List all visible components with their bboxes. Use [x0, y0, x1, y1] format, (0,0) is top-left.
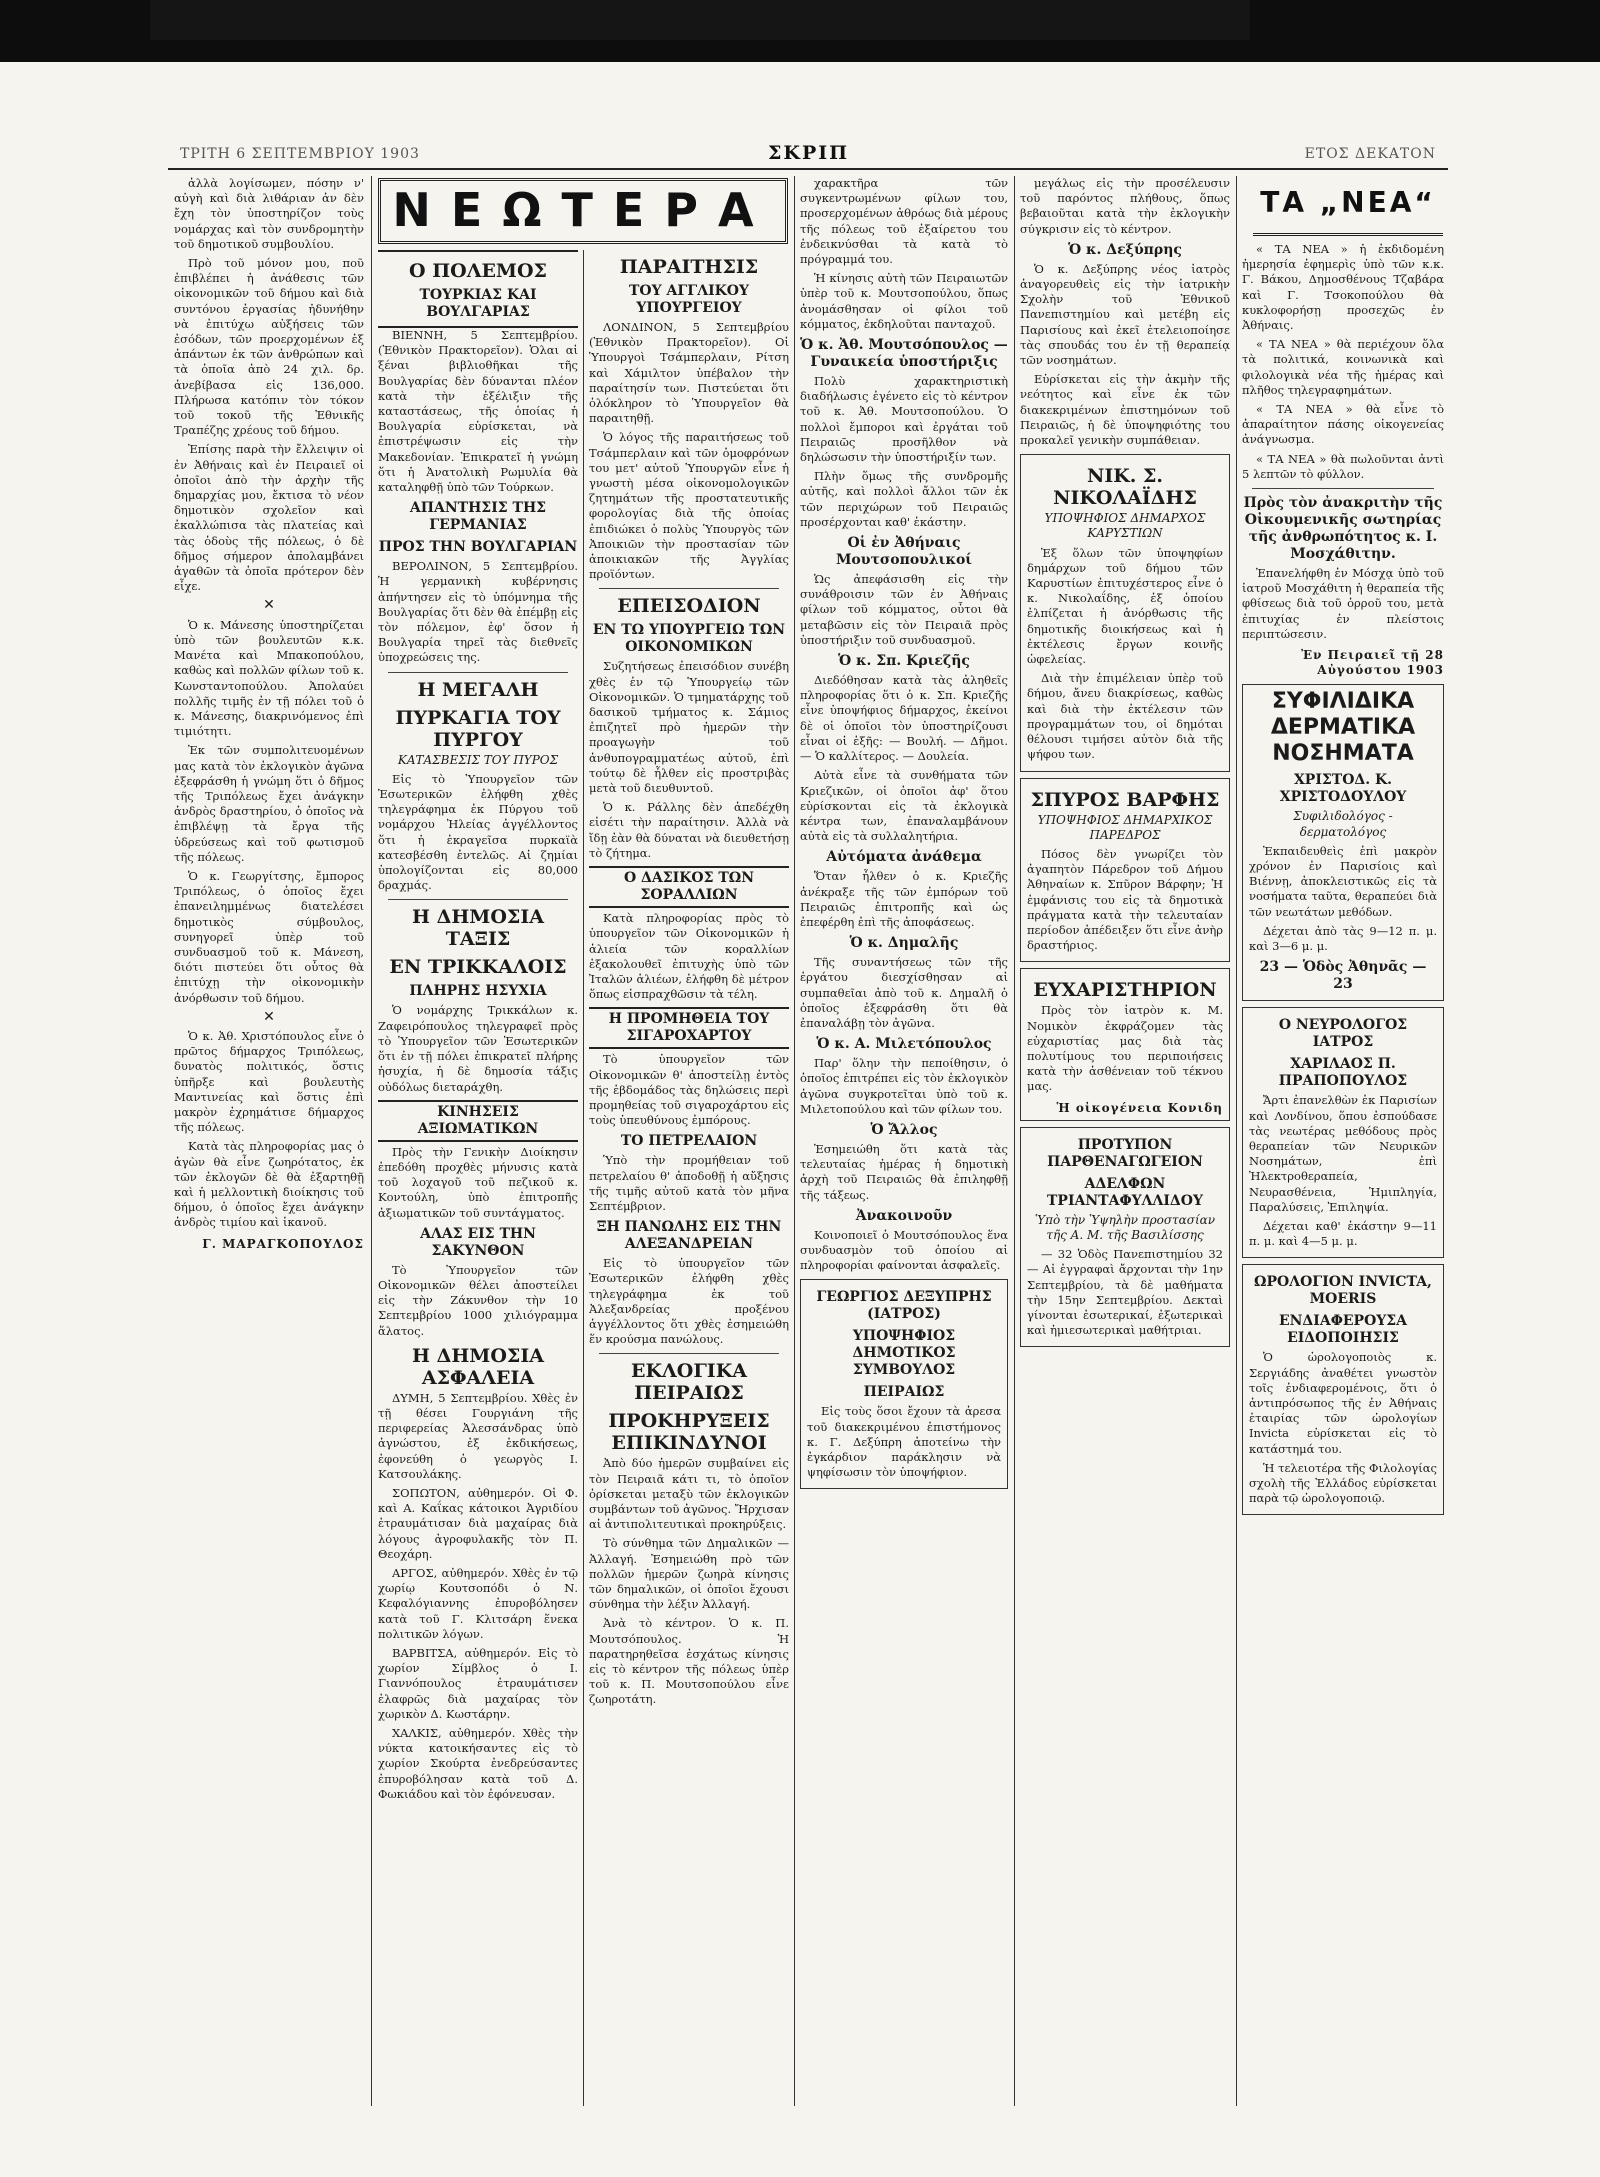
col3-para: Ἀπὸ δύο ἡμερῶν συμβαίνει εἰς τὸν Πειραιᾶ κάτι τι, τὸ ὁποῖον ὁρίσκεται μεταξὺ τῶν ἐκλογικῶν συμβάντων τοῦ ἀγῶνος. Ἤρχισαν αἱ ἀντιπολιτευτικαὶ προκηρύξεις. [589, 1456, 789, 1532]
headline: Ο ΠΟΛΕΜΟΣ [409, 260, 547, 282]
headline: Ὁ κ. Δημαλῆς [849, 935, 959, 952]
col3-para: Ὁ λόγος τῆς παραιτήσεως τοῦ Τσάμπερλαιν καὶ τῶν ὁμοφρόνων του μετ' αὐτοῦ Ὑπουργῶν εἶνε ἡ γνωστὴ μέσα οἰκονομολογικῶν ζητημάτων τῆς προστατευτικῆς φορολογίας διὰ τῆς ὁποίας ἐπιδιώκει ὁ πολὺς Ὑπουργὸς τῶν Ἀποικιῶν τὴν προστασίαν τῶν ἀποικιακῶν τῆς Ἀγγλίας προϊόντων. [589, 430, 789, 582]
col5-para: Ὁ κ. Δεξύπρης νέος ἰατρὸς ἀναγορευθεὶς εἰς τὴν ἰατρικὴν Σχολὴν τοῦ Ἐθνικοῦ Πανεπιστημίου καὶ μετέβη εἰς Παρισίους καὶ ἐκεῖ ἐτελειοποίησε τὰς σπουδάς του ἐν τῇ θεραπείᾳ τῶν νοσημάτων. [1020, 261, 1230, 368]
column-2 [378, 250, 578, 2106]
col2-para: Ὁ νομάρχης Τρικκάλων κ. Ζαφειρόπουλος τηλεγραφεῖ πρὸς τὸ Ὑπουργεῖον τῶν Ἐσωτερικῶν ὅτι ἐν τῇ πόλει ἐπικρατεῖ πλήρης ἡσυχία, ἡ δὲ δημοσία τάξις οὐδόλως διεταράχθη. [378, 1003, 578, 1094]
col6-para: « ΤΑ ΝΕΑ » θὰ πωλοῦνται ἀντὶ 5 λεπτῶν τὸ φύλλον. [1242, 451, 1444, 481]
col3-para: Εἰς τὸ ὑπουργεῖον τῶν Ἐσωτερικῶν ἐλήφθη χθὲς τηλεγράφημα ἐκ τοῦ Ἀλεξανδρείας προξένου ἀγγέλλοντος ὅτι χθὲς ἐσημειώθη ἕν κρούσμα πανώλους. [589, 1256, 789, 1347]
col6-dateline: Ἐν Πειραιεῖ τῇ 28 Αὐγούστου 1903 [1301, 648, 1444, 678]
advertisement-neurologist [1242, 1007, 1444, 1258]
ad-patronage: Ὑπὸ τὴν Ὑψηλὴν προστασίαν τῆς Α. Μ. τῆς Βασιλίσσης [1034, 1212, 1216, 1242]
column-rule [583, 250, 584, 2106]
col4-para: Διεδόθησαν κατὰ τὰς ἀληθεῖς πληροφορίας ὅτι ὁ κ. Σπ. Κριεζῆς εἶνε ὑποψήφιος δήμαρχος, ἐκείνοι δὲ οἱ ὁποῖοι τὸν ὑποστηρίζουσι εἶναι οἱ ἑξῆς: — Βουλή. — Δῆμοι. — Ὁ καλλίτερος. — Δουλεία. [800, 673, 1008, 764]
col1-para: Πρὸ τοῦ μόνον μου, ποῦ ἐπιβλέπει ἡ ἀνάθεσις τῶν οἰκονομικῶν τοῦ δήμου καὶ διὰ συντόνου ἐργασίας ἠδυνήθην νὰ ἐπιτύχω αὐξήσεις τῶν ἐσόδων, τῶν προερχομένων ἐξ ἀπάντων ἐκ τῶν ἀνθρώπων καὶ τὰ ὁποῖα ἀπὸ 24 χιλ. δρ. ἀνεβίβασα εἰς 136,000. Πλήρωσα κατόπιν τὸν τόκον τοῦ τοκοῦ τῆς Ἐθνικῆς Τραπέζης χρέους τοῦ δήμου. [174, 256, 364, 438]
headline-box [378, 250, 578, 328]
advertisement-nikolaidis [1020, 454, 1230, 771]
ad-subtitle: ΥΠΟΨΗΦΙΟΣ ΔΗΜΑΡΧΙΚΟΣ ΠΑΡΕΔΡΟΣ [1037, 812, 1213, 842]
divider [599, 588, 779, 589]
col6-para: « ΤΑ ΝΕΑ » ἡ ἐκδιδομένη ἡμερησία ἐφημερὶς ὑπὸ τῶν κ.κ. Γ. Βάκου, Δημοσθένους Τζαβάρα καὶ Γ. Τσοκοπούλου θὰ κυκλοφορήσῃ προσεχῶς ἐν Ἀθήναις. [1242, 242, 1444, 333]
col1-para: Ὁ κ. Ἀθ. Χριστόπουλος εἶνε ὁ πρῶτος δήμαρχος Τριπόλεως, δυνατὸς πολιτικός, ὅστις ὑπῆρξε καὶ βουλευτὴς Μαντινείας καὶ ὅστις ἐπὶ μακρὸν ἐχρημάτισε δήμαρχος τῆς πόλεως. [174, 1028, 364, 1135]
col4-para: Ὅταν ἦλθεν ὁ κ. Κριεζῆς ἀνέκραξε τῆς τῶν ἐμπόρων τοῦ Πειραιῶς ἐπιτροπῆς καὶ ὡς ἐπεφέρθη ἐπὶ τῆς ἀποφάσεως. [800, 869, 1008, 929]
ad-title: ΔΕΡΜΑΤΙΚΑ [1270, 715, 1416, 741]
headline: Ὁ κ. Ἀθ. Μουτσόπουλος — Γυναικεία ὑποστήριξις [800, 337, 1008, 371]
col4-para: Παρ' ὅλην τὴν πεποίθησιν, ὁ ὁποῖος ἐπιτρέπει εἰς τὸν ἐκλογικὸν ἀγῶνα συγκροτεῖται ὑπὸ τοῦ κ. Μιλετοπούλου καὶ τῶν φίλων του. [800, 1056, 1008, 1116]
ad-body: Διὰ τὴν ἐπιμέλειαν ὑπὲρ τοῦ δήμου, ἄνευ διακρίσεως, καθὼς καὶ διὰ τὴν ἐκτέλεσιν τῶν προγραμμάτων του, οἱ δημόται θέλουσι τιμήσει αὐτὸν διὰ τῆς ψήφου των. [1027, 671, 1223, 762]
subheadline: ΕΝ ΤΡΙΚΚΑΛΟΙΣ [389, 956, 567, 979]
ad-body: Ὁ ὡρολογοποιὸς κ. Σεργιάδης ἀναθέτει γνωστὸν τοῖς ἐνδιαφερομένοις, ὅτι ὁ ἀντιπρόσωπος τῆς ἐν Ἀθήναις ἑταιρίας τῶν ὡρολογίων Invicta εὑρίσκεται εἰς τὸ κατάστημά του. [1249, 1350, 1437, 1456]
col3-para: Κατὰ πληροφορίας πρὸς τὸ ὑπουργεῖον τῶν Οἰκονομικῶν ἡ ἁλιεία τῶν κοραλλίων ἐξακολουθεῖ ἐπιτυχὴς ὑπὸ τῶν Ἰταλῶν ἁλιέων, ἐλήφθη δὲ μέτρον ὅπως εἰσπραχθῶσιν τὰ τέλη. [589, 911, 789, 1002]
ad-title: ΩΡΟΛΟΓΙΟΝ INVICTA, MOERIS [1254, 1274, 1432, 1308]
ad-subtitle: ΕΝΔΙΑΦΕΡΟΥΣΑ ΕΙΔΟΠΟΙΗΣΙΣ [1278, 1313, 1408, 1347]
notice-signature: Ἡ οἰκογένεια Κονιδη [1056, 1100, 1223, 1115]
running-head [168, 142, 1448, 170]
headline: Ο ΔΑΣΙΚΟΣ ΤΩΝ ΣΟΡΑΛΛΙΩΝ [589, 866, 789, 908]
headline: Αὐτόματα ἀνάθεμα [826, 849, 982, 866]
subheadline: ΠΡΟΣ ΤΗΝ ΒΟΥΛΓΑΡΙΑΝ [378, 539, 578, 556]
ad-body: Ἐξ ὅλων τῶν ὑποψηφίων δημάρχων τοῦ δήμου τῶν Καρυστίων ἐπιτυχέστερος εἶνε ὁ κ. Νικολαΐδης, ἐξ ὁποίου ἐλπίζεται ἡ ἀνόρθωσις τῆς δημοτικῆς διοικήσεως καὶ ἡ ἐκτέλεσις ἔργων κοινῆς ὠφελείας. [1027, 545, 1223, 667]
scan-top-border [0, 0, 1600, 62]
col3-para: Ὁ κ. Ράλλης δὲν ἀπεδέχθη εἰσέτι τὴν παραίτησιν. Ἀλλὰ νὰ ἴδῃ ἐὰν θὰ δύναται νὰ διευθετήσῃ τὸ ζήτημα. [589, 800, 789, 860]
col4-para: Ὡς ἀπεφάσισθη εἰς τὴν συνάθροισιν τῶν ἐν Ἀθήναις φίλων τοῦ κόμματος, οὗτοι θὰ μεταβῶσιν εἰς τὸν Πειραιᾶ πρὸς ὑποστήριξιν τοῦ συνδυασμοῦ. [800, 572, 1008, 647]
subheadline: ΤΟΥ ΑΓΓΛΙΚΟΥ ΥΠΟΥΡΓΕΙΟΥ [629, 283, 749, 316]
col3-para: Τὸ σύνθημα τῶν Δημαλικῶν — Ἀλλαγή. Ἐσημειώθη πρὸ τῶν πολλῶν ἡμερῶν ζωηρὰ κίνησις τῶν δημαλικῶν, οἱ ὁποῖοι ἔχουσι σύνθημα τὴν λέξιν Ἀλλαγή. [589, 1536, 789, 1612]
subheadline: ΤΟΥΡΚΙΑΣ ΚΑΙ ΒΟΥΛΓΑΡΙΑΣ [419, 287, 537, 320]
col4-para: Πολὺ χαρακτηριστικὴ διαδήλωσις ἐγένετο εἰς τὸ κέντρον τοῦ κ. Ἀθ. Μουτσοπούλου. Ὁ πολλοὶ ἔμποροι καὶ ἐργάται τοῦ Πειραιῶς προσῆλθον νὰ δηλώσωσιν τὴν ὑποστήριξίν των. [800, 374, 1008, 465]
column-rule [1014, 176, 1015, 2106]
col4-para: Ἐσημειώθη ὅτι κατὰ τὰς τελευταίας ἡμέρας ἡ δημοτικὴ ἀρχὴ τοῦ Πειραιῶς θὰ ἐπιληφθῇ τῆς τάξεως. [800, 1141, 1008, 1202]
ad-body: — 32 Ὁδὸς Πανεπιστημίου 32 — Αἱ ἐγγραφαὶ ἄρχονται τὴν 1ην Σεπτεμβρίου, τὰ δὲ μαθήματα τὴν 15ην Σεπτεμβρίου. Δεκταὶ γίνονται ἐσωτερικαί, ἐξωτερικαὶ καὶ ἡμιεσωτερικαὶ μαθήτριαι. [1027, 1247, 1223, 1338]
col1-para: Ἐκ τῶν συμπολιτευομένων μας κατὰ τὸν ἐκλογικὸν ἀγῶνα ἐξεφράσθη ἡ γνώμη ὅτι ὁ δῆμος τῆς Τριπόλεως ἔχει ἀνάγκην ἀνδρὸς δραστηρίου, ὁ ὁποῖος νὰ ἐπιβλέψῃ τὰ ἔργα τῆς ὑδρεύσεως καὶ τοῦ φωτισμοῦ τῆς πόλεως. [174, 743, 364, 864]
headline: Η ΜΕΓΑΛΗ [417, 678, 539, 701]
ad-title: ΓΕΩΡΓΙΟΣ ΔΕΞΥΠΡΗΣ (ΙΑΤΡΟΣ) [816, 1289, 992, 1323]
divider [1252, 488, 1434, 489]
column-6 [1242, 242, 1444, 2106]
headline: Ὁ κ. Α. Μιλετόπουλος [816, 1036, 992, 1053]
col3-para: Τὸ ὑπουργεῖον τῶν Οἰκονομικῶν θ' ἀποστείλῃ ἐντὸς τῆς ἑβδομάδος τὰς δηλώσεις περὶ προμηθείας τοῦ σιγαροχάρτου εἰς τοὺς ὑπευθύνους ἐμπόρους. [589, 1052, 789, 1128]
ad-title: ΝΟΣΗΜΑΤΑ [1272, 741, 1414, 767]
headline: ΚΙΝΗΣΕΙΣ ΑΞΙΩΜΑΤΙΚΩΝ [378, 1100, 578, 1142]
col1-para: Κατὰ τὰς πληροφορίας μας ὁ ἀγὼν θὰ εἶνε ζωηρότατος, ἐκ τῶν ἐκλογῶν δὲ θὰ ἐξαρτηθῇ καὶ ἡ μελλοντικὴ διοίκησις τοῦ δήμου, ὁ ὁποῖος ἔχει ἀνάγκην ἀνδρὸς τιμίου καὶ ἱκανοῦ. [174, 1139, 364, 1230]
ad-subtitle: ΥΠΟΨΗΦΙΟΣ ΔΗΜΑΡΧΟΣ ΚΑΡΥΣΤΙΩΝ [1044, 511, 1206, 541]
subheadline: ΕΝ ΤΩ ΥΠΟΥΡΓΕΙΩ ΤΩΝ ΟΙΚΟΝΟΜΙΚΩΝ [592, 622, 786, 656]
column-3 [589, 250, 789, 2106]
divider [388, 672, 568, 673]
advertisement-varfis [1020, 778, 1230, 963]
col2-para: Πρὸς τὴν Γενικὴν Διοίκησιν ἐπεδόθη προχθὲς μήνυσις κατὰ τοῦ λοχαγοῦ τοῦ πεζικοῦ κ. Κοντούλη, ὑπὸ ἐπιτροπῆς ἀξιωματικῶν τοῦ συντάγματος. [378, 1144, 578, 1220]
col4-para: Πλὴν ὅμως τῆς συνδρομῆς αὐτῆς, καὶ πολλοὶ ἄλλοι τῶν ἐκ τῶν περιχώρων τοῦ Πειραιῶς προσέρχονται καθ' ἑκάστην. [800, 469, 1008, 529]
col3-para: Ὑπὸ τὴν προμήθειαν τοῦ πετρελαίου θ' ἀποδοθῇ ἡ αὔξησις τῆς τιμῆς αὐτοῦ κατὰ τὸν μῆνα Σεπτέμβριον. [589, 1153, 789, 1213]
col2-para: ΑΡΓΟΣ, αὐθημερόν. Χθὲς ἐν τῷ χωρίῳ Κουτσοπόδι ὁ Ν. Κεφαλόγιαννης ἐπυροβόλησεν κατὰ τοῦ Γ. Κλιτσάρη ἕνεκα πολιτικῶν λόγων. [378, 1565, 578, 1641]
ad-title: ΠΡΟΤΥΠΟΝ ΠΑΡΘΕΝΑΓΩΓΕΙΟΝ [1047, 1136, 1203, 1170]
col4-para: Αὐτὰ εἶνε τὰ συνθήματα τῶν Κριεζικῶν, οἱ ὁποῖοι ἀφ' ὅτου εὑρίσκονται εἰς τὰ ἐκλογικὰ κέντρα των, ἐπαναλαμβάνουν αὐτὰ εἰς τὰ συλλαλητήρια. [800, 768, 1008, 844]
headline: ΤΟ ΠΕΤΡΕΛΑΙΟΝ [620, 1133, 758, 1150]
ad-body: Ἐκπαιδευθεὶς ἐπὶ μακρὸν χρόνον ἐν Παρισίοις καὶ Βιέννῃ, ἀποκλειστικῶς εἰς τὰ νοσήματα ταῦτα, θεραπεύει διὰ τῶν νεωτάτων μεθόδων. [1249, 843, 1437, 919]
headline: ΑΠΑΝΤΗΣΙΣ ΤΗΣ ΓΕΡΜΑΝΙΑΣ [409, 500, 547, 534]
section-separator-icon: ✕ [263, 597, 275, 614]
ad-title: Ο ΝΕΥΡΟΛΟΓΟΣ ΙΑΤΡΟΣ [1278, 1017, 1408, 1051]
col4-para: χαρακτῆρα τῶν συγκεντρωμένων φίλων του, προσερχομένων ἀθρόως διὰ μέρους τῆς πόλεως τοῦ ἐξαίρετου του ἐνδεικνύσθαι τὰ κατὰ τὸ πρόγραμμά του. [800, 176, 1008, 267]
ad-hours: Δέχεται ἀπὸ τὰς 9—12 π. μ. καὶ 3—6 μ. μ. [1249, 923, 1437, 954]
divider [599, 1353, 779, 1354]
ad-body: Πόσος δὲν γνωρίζει τὸν ἀγαπητὸν Πάρεδρον τοῦ Δήμου Ἀθηναίων κ. Σπῦρον Βάρφην; Ἡ ἐμφάνισις του εἰς τὰ δημοτικὰ πράγματα κατὰ τὴν τελευταίαν περίοδον ἀπέδειξεν ὅτι εἶνε ἀνὴρ δραστήριος. [1027, 846, 1223, 953]
col3-para: Συζητήσεως ἐπεισόδιον συνέβη χθὲς ἐν τῷ Ὑπουργείῳ τῶν Οἰκονομικῶν. Ὁ τμηματάρχης τοῦ δασικοῦ τμήματος κ. Σάμιος ἐπιζητεῖ πρὸ ἡμερῶν τὴν προαγωγὴν τοῦ ἀνθυπογραμματέως αὐτοῦ, ἐπὶ τούτῳ δὲ ἦλθεν εἰς προστριβὰς μετὰ τοῦ διευθυντοῦ. [589, 659, 789, 796]
col3-para: ΛΟΝΔΙΝΟΝ, 5 Σεπτεμβρίου (Ἐθνικὸν Πρακτορεῖον). Οἱ Ὑπουργοὶ Τσάμπερλαιν, Ρίτση καὶ Χάμιλτον ὑπέβαλον τὴν παραίτησίν των. Πιστεύεται ὅτι ὁλόκληρον τὸ Ὑπουργεῖον θὰ παραιτηθῇ. [589, 320, 789, 426]
column-rule [1236, 176, 1237, 2106]
col1-para: ἀλλὰ λογίσωμεν, πόσην ν' αὐγὴ καὶ διὰ λιθάριαν ἀν δὲν ἔχη τὸν ὑποστηρίζον τοὺς νομάρχας καὶ τὸν συνδρομητὴν τοῦ δημοτικοῦ συμβουλίου. [174, 176, 364, 251]
col2-para: ΒΑΡΒΙΤΣΑ, αὐθημερόν. Εἰς τὸ χωρίον Σίμβλος ὁ Ι. Γιαννόπουλος ἐτραυμάτισεν ἐλαφρῶς διὰ μαχαίρας τὸν χωρικὸν Δ. Κωστάρην. [378, 1645, 578, 1721]
ad-body: Εἰς τοὺς ὅσοι ἔχουν τὰ ἀρεσα τοῦ διακεκριμένου ἐπιστήμονος κ. Γ. Δεξύπρη ἀποτείνω τὴν ἐγκάρδιον παράκλησιν νὰ ψηφίσωσιν τὸν ὑποψήφιον. [807, 1404, 1001, 1480]
ad-location: ΠΕΙΡΑΙΩΣ [863, 1384, 945, 1401]
headline: Ὁ Ἄλλος [870, 1121, 938, 1138]
col3-para: Ἀνὰ τὸ κέντρον. Ὁ κ. Π. Μουτσόπουλος. Ἡ παρατηρηθεῖσα ἐσχάτως κίνησις εἰς τὸ κέντρον τῆς πόλεως ὑπὲρ τοῦ κ. Π. Μουτσοπούλου εἶνε ζωηροτάτη. [589, 1616, 789, 1707]
headline: Η ΔΗΜΟΣΙΑ ΤΑΞΙΣ [412, 906, 544, 951]
headline: ΕΠΕΙΣΟΔΙΟΝ [617, 595, 761, 618]
ad-address: 23 — Ὁδὸς Ἀθηνᾶς — 23 [1259, 959, 1427, 993]
running-head-year: ΕΤΟΣ ΔΕΚΑΤΟΝ [1304, 146, 1436, 162]
col1-para: Ὁ κ. Γεωργίτσης, ἔμπορος Τριπόλεως, ὁ ὁποῖος ἔχει ἐπανειλημμένως διατελέσει δημοτικὸς σύμβουλος, συνηγορεῖ ὑπὲρ τοῦ συνδυασμοῦ τοῦ κ. Μάνεση, διότι πιστεύει ὅτι οὗτος θὰ ἐπιτύχῃ τὴν οἰκονομικὴν ἀνόρθωσιν τοῦ δήμου. [174, 868, 364, 1005]
ad-body: Ἡ τελειοτέρα τῆς Φιλολογίας σχολὴ τῆς Ἑλλάδος εὑρίσκεται παρὰ τῷ ὡρολογοποιῷ. [1249, 1460, 1437, 1506]
ad-body: Ἄρτι ἐπανελθὼν ἐκ Παρισίων καὶ Λονδίνου, ὅπου ἐσπούδασε τὰς νεωτέρας μεθόδους πρὸς θεραπείαν τῶν Νευρικῶν Νοσημάτων, ἐπὶ Ἠλεκτροθεραπεία, Νευρασθένεια, Ἡμιπληγία, Παραλύσεις, Ἐπιληψία. [1249, 1093, 1437, 1214]
col2-para: ΒΕΡΟΛΙΝΟΝ, 5 Σεπτεμβρίου. Ἡ γερμανικὴ κυβέρνησις ἀπήντησεν εἰς τὸ ὑπόμνημα τῆς Βουλγαρίας ὅτι δὲν θὰ ἐπέμβῃ εἰς τὸν πόλεμον, ἐφ' ὅσον ἡ Βουλγαρία τηρεῖ τὰς διεθνεῖς ὑποχρεώσεις της. [378, 559, 578, 665]
advertisement-watches [1242, 1264, 1444, 1515]
headline: ΠΑΡΑΙΤΗΣΙΣ [619, 256, 759, 278]
ad-subtitle: ΑΔΕΛΦΩΝ ΤΡΙΑΝΤΑΦΥΛΛΙΔΟΥ [1047, 1175, 1203, 1209]
col4-para: Κοινοποιεῖ ὁ Μουτσόπουλος ἕνα συνδυασμὸν τοῦ ὁποίου αἱ πληροφορίαι φαίνονται ἀσφαλεῖς. [800, 1227, 1008, 1273]
ad-doctor-name: ΧΑΡΙΛΑΟΣ Π. ΠΡΑΠΟΠΟΥΛΟΣ [1278, 1056, 1408, 1090]
subheadline: ΠΡΟΚΗΡΥΞΕΙΣ ΕΠΙΚΙΝΔΥΝΟΙ [608, 1410, 770, 1455]
column-rule [371, 176, 372, 2106]
column-1 [174, 176, 364, 2106]
ad-body: Πρὸς τὸν ἰατρὸν κ. Μ. Νομικὸν ἐκφράζομεν τὰς εὐχαριστίας μας διὰ τὰς πολυτίμους του περιποιήσεις κατὰ τὴν ἀσθένειαν τοῦ τέκνου μας. [1027, 1003, 1223, 1094]
advertisement-dexypris [800, 1279, 1008, 1489]
headline: Η ΠΡΟΜΗΘΕΙΑ ΤΟΥ ΣΙΓΑΡΟΧΑΡΤΟΥ [589, 1007, 789, 1049]
col1-signature: Γ. ΜΑΡΑΓΚΟΠΟΥΛΟΣ [202, 1236, 364, 1251]
divider [388, 899, 568, 900]
column-5 [1020, 176, 1230, 2106]
ad-specialty: Συφιλιδολόγος - δερματολόγος [1293, 809, 1393, 839]
col1-para: Ἐπίσης παρὰ τὴν ἔλλειψιν οἱ ἐν Ἀθήναις καὶ ἐν Πειραιεῖ οἱ ὁποῖοι ἀπὸ τὴν ἀρχὴν τῆς δημαρχίας μου, ἔκτισα τὸ νέον δημοτικὸν σχολεῖον καὶ ἐκαλλώπισα τὰς πλατείας καὶ τὰς ὁδοὺς τῆς πόλεως, ὁ δὲ δῆμος σήμερον ἀπολαμβάνει ἀγαθῶν τὰ ὁποῖα πρότερον δὲν εἶχε. [174, 442, 364, 594]
col2-para: ΣΟΠΩΤΟΝ, αὐθημερόν. Οἱ Φ. καὶ Α. Καΐκας κάτοικοι Ἀγριδίου ἐτραυμάτισαν διὰ μαχαίρας διὰ λόγους ἀγροφυλακῆς τὸν Π. Θεοχάρη. [378, 1485, 578, 1561]
column-rule [794, 176, 795, 2106]
col6-para: « ΤΑ ΝΕΑ » θὰ περιέχουν ὅλα τὰ πολιτικά, κοινωνικὰ καὶ φιλολογικὰ νέα τῆς ἡμέρας καὶ πλῆθος τηλεγραφημάτων. [1242, 337, 1444, 397]
col6-para: « ΤΑ ΝΕΑ » θὰ εἶνε τὸ ἀπαραίτητον πάσης οἰκογενείας ἀνάγνωσμα. [1242, 402, 1444, 447]
scan-top-border-notch [150, 0, 1250, 40]
notice-thanks [1020, 968, 1230, 1120]
newspaper-page [168, 142, 1448, 2122]
col1-para: Ὁ κ. Μάνεσης ὑποστηρίζεται ὑπὸ τῶν βουλευτῶν κ.κ. Μανέτα καὶ Μπακοπούλου, καθὼς καὶ πολλῶν φίλων τοῦ κ. Κωνσταντοπούλου. Ἀπολαύει πολλῆς τιμῆς ἐν τῇ πόλει τοῦ ὁ κ. Μάνεσης, διακρινόμενος ἐπὶ τιμιότητι. [174, 617, 364, 739]
headline: Πρὸς τὸν ἀνακριτὴν τῆς Οἰκουμενικῆς σωτηρίας τῆς ἀνθρωπότητος κ. Ι. Μοσχάθιτην. [1243, 495, 1443, 563]
col2-para: ΧΑΛΚΙΣ, αὐθημερόν. Χθὲς τὴν νύκτα κατοικήσαντες εἰς τὸ χωρίον Σκούρτα ἐνεδρεύσαντες ἐπυροβόλησαν κατὰ τοῦ Δ. Φωκιάδου καὶ τὸν ἐφόνευσαν. [378, 1726, 578, 1801]
headline: Ὁ κ. Δεξύπρης [1068, 241, 1182, 258]
headline-kicker: ΚΑΤΑΣΒΕΣΙΣ ΤΟΥ ΠΥΡΟΣ [397, 752, 559, 767]
col5-para: μεγάλως εἰς τὴν προσέλευσιν τοῦ παρόντος πλήθους, ὅπως βεβαιοῦται κατὰ τὴν ἐκλογικὴν σύγκρισιν εἰς τὸ κέντρον. [1020, 176, 1230, 236]
headline-kicker: ΠΛΗΡΗΣ ΗΣΥΧΙΑ [409, 983, 547, 1000]
ad-title: ΝΙΚ. Σ. ΝΙΚΟΛΑΪΔΗΣ [1053, 465, 1197, 510]
col2-para: ΒΙΕΝΝΗ, 5 Σεπτεμβρίου. (Ἐθνικὸν Πρακτορεῖον). Ὁλαι αἱ ξέναι βιβλιοθῆκαι τῆς Βουλγαρίας δὲν δύνανται πλέον κατὰ τὴν ἐξέλιξιν τῆς καταστάσεως, τῆς ὁποίας ἡ Βουλγαρία εὑρίσκεται, νὰ ἐπιστρέψωσιν εἰς τὴν Μακεδονίαν. Ἐπικρατεῖ ἡ γνώμη ὅτι ἡ Ἀνατολικὴ Ρωμυλία θὰ καταληφθῇ ὑπὸ τῶν Τούρκων. [378, 328, 578, 495]
col5-para: Εὑρίσκεται εἰς τὴν ἀκμὴν τῆς νεότητος καὶ εἶνε ἐκ τῶν διακεκριμένων ἐπιστημόνων τοῦ Πειραιῶς, ἡ δὲ ὑποψηφιότης του προκαλεῖ γενικὴν συμπάθειαν. [1020, 372, 1230, 448]
ad-title: ΕΥΧΑΡΙΣΤΗΡΙΟΝ [1033, 979, 1217, 1002]
column-4 [800, 176, 1008, 2106]
advertisement-school [1020, 1127, 1230, 1348]
headline: ΞΗ ΠΑΝΩΛΗΣ ΕΙΣ ΤΗΝ ΑΛΕΞΑΝΔΡΕΙΑΝ [596, 1219, 782, 1253]
running-head-title: ΣΚΡΙΠ [768, 142, 850, 164]
ad-subtitle: ΥΠΟΨΗΦΙΟΣ ΔΗΜΟΤΙΚΟΣ ΣΥΜΒΟΥΛΟΣ [852, 1328, 956, 1379]
section-masthead-ta-nea: ΤΑ „ΝΕΑ“ [1253, 178, 1443, 236]
subheadline: ΠΥΡΚΑΓΙΑ ΤΟΥ ΠΥΡΓΟΥ [395, 706, 561, 751]
ad-title: ΣΠΥΡΟΣ ΒΑΡΦΗΣ [1030, 788, 1220, 811]
section-separator-icon: ✕ [263, 1008, 275, 1025]
headline: Η ΔΗΜΟΣΙΑ ΑΣΦΑΛΕΙΑ [412, 1344, 544, 1389]
headline: ΑΛΑΣ ΕΙΣ ΤΗΝ ΣΑΚΥΝΘΟΝ [420, 1225, 536, 1259]
col6-para: Ἐπανελήφθη ἐν Μόσχᾳ ὑπὸ τοῦ ἰατροῦ Μοσχάθιτη ἡ θεραπεία τῆς φθίσεως διὰ τοῦ ὀρροῦ του, μετὰ ἐπιτυχίας ἐν πλείστοις περιπτώσεσιν. [1242, 566, 1444, 641]
ad-hours: Δέχεται καθ' ἑκάστην 9—11 π. μ. καὶ 4—5 μ. μ. [1249, 1218, 1437, 1249]
headline: Ἀνακοινοῦν [855, 1207, 953, 1224]
col2-para: Τὸ Ὑπουργεῖον τῶν Οἰκονομικῶν θέλει ἀποστείλει εἰς τὴν Ζάκυνθον τὴν 10 Σεπτεμβρίου 1000 χιλιόγραμμα ἅλατος. [378, 1262, 578, 1338]
col4-para: Τῆς συναντήσεως τῶν τῆς ἐργάτου διεσχίσθησαν αἱ συμπαθεῖαι ἀπὸ τοῦ κ. Δημαλῆ ὁ ὁποῖος ἐξεφράσθη ὅτι θὰ ἐπαναλάβῃ τὸν ἀγῶνα. [800, 955, 1008, 1030]
advertisement-christodoulou [1242, 684, 1444, 1001]
section-masthead-neotera: ΝΕΩΤΕΡΑ [378, 178, 788, 244]
col2-para: Εἰς τὸ Ὑπουργεῖον τῶν Ἐσωτερικῶν ἐλήφθη χθὲς τηλεγράφημα ἐκ Πύργου τοῦ νομάρχου Ἠλείας ἀγγέλλοντος ὅτι ἡ ἐκραγεῖσα πυρκαϊὰ κατεσβέσθη ἐντελῶς. Αἱ ζημίαι ὑπολογίζονται εἰς 80,000 δραχμάς. [378, 771, 578, 893]
headline: ΕΚΛΟΓΙΚΑ ΠΕΙΡΑΙΩΣ [631, 1360, 747, 1405]
headline: Ὁ κ. Σπ. Κριεζῆς [838, 653, 970, 670]
headline: Οἱ ἐν Ἀθήναις Μουτσοπουλικοί [835, 535, 973, 569]
ad-title: ΣΥΦΙΛΙΔΙΚΑ [1271, 689, 1415, 715]
ad-doctor-name: ΧΡΙΣΤΟΔ. Κ. ΧΡΙΣΤΟΔΟΥΛΟΥ [1279, 772, 1407, 806]
running-head-date: ΤΡΙΤΗ 6 ΣΕΠΤΕΜΒΡΙΟΥ 1903 [180, 146, 420, 162]
col4-para: Ἡ κίνησις αὐτὴ τῶν Πειραιωτῶν ὑπὲρ τοῦ κ. Μουτσοπούλου, ὅπως ἀνομάσθησαν οἱ φίλοι τοῦ κόμματος, ἐκδηλοῦται πανταχοῦ. [800, 271, 1008, 331]
col2-para: ΔΥΜΗ, 5 Σεπτεμβρίου. Χθὲς ἐν τῇ θέσει Γουργιάνη τῆς περιφερείας Ἀλεσσάνδρας ὑπὸ ἀγνώστου, ἐξ ἐκδικήσεως, ἐφονεύθη ὁ γεωργὸς Ι. Κατσουλάκης. [378, 1390, 578, 1481]
